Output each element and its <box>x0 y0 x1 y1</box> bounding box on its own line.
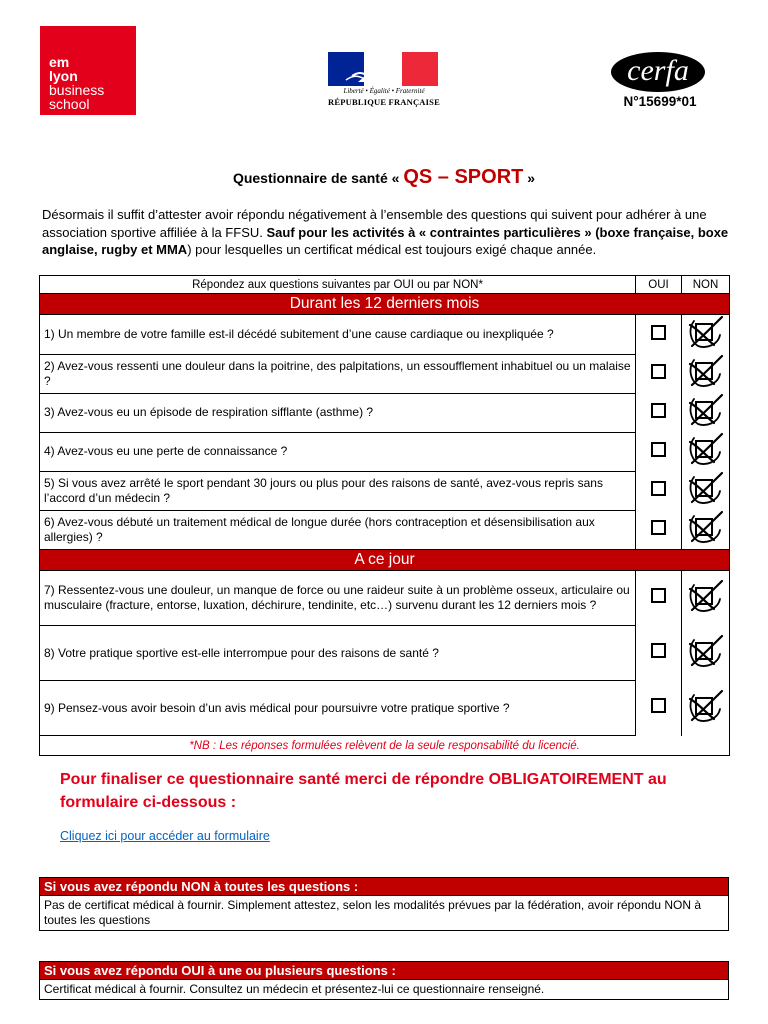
intro-text: Désormais il suffit d’attester avoir répondu négativement à l’ensemble des questions qui suivent pour adhérer à une association sportive affiliée à la FFSU. <box>42 207 707 240</box>
question-row <box>40 681 730 736</box>
box-all-no-title: Si vous avez répondu NON à toutes les questions : <box>39 877 729 896</box>
questionnaire-table <box>39 275 730 756</box>
oui-checkbox[interactable] <box>651 520 666 535</box>
checked-box-icon <box>684 579 728 613</box>
question-row <box>40 510 730 550</box>
checked-box-icon <box>684 315 728 349</box>
column-header-non: NON <box>682 276 730 294</box>
page-title <box>0 166 768 189</box>
section-title: Durant les 12 derniers mois <box>40 294 730 315</box>
section-title: A ce jour <box>40 550 730 571</box>
oui-checkbox[interactable] <box>651 442 666 457</box>
checked-box-icon <box>684 432 728 466</box>
table-note: *NB : Les réponses formulées relèvent de la seule responsabilité du licencié. <box>40 736 730 756</box>
question-text: 9) Pensez-vous avoir besoin d’un avis médical pour poursuivre votre pratique sportive ? <box>40 681 636 736</box>
question-row <box>40 315 730 355</box>
form-link[interactable]: Cliquez ici pour accéder au formulaire <box>60 829 270 843</box>
table-header-instruction: Répondez aux questions suivantes par OUI ou par NON* <box>40 276 636 294</box>
oui-checkbox[interactable] <box>651 481 666 496</box>
intro-bold-text: Sauf pour les activités à « contraintes particulières » (boxe française, boxe anglaise, rugby et MMA <box>42 224 729 257</box>
answer-non-cell[interactable] <box>682 471 730 510</box>
emlyon-logo <box>40 26 136 115</box>
intro-text-end: ) pour lesquelles un certificat médical est toujours exigé chaque année. <box>187 242 597 257</box>
answer-non-cell[interactable] <box>682 510 730 550</box>
checked-box-icon <box>684 471 728 505</box>
question-row <box>40 571 730 626</box>
answer-oui-cell <box>636 393 682 432</box>
emlyon-logo-line: em <box>49 54 70 70</box>
checked-box-icon <box>684 634 728 668</box>
answer-oui-cell <box>636 354 682 393</box>
emlyon-logo-line: school <box>49 96 90 112</box>
oui-checkbox[interactable] <box>651 364 666 379</box>
title-highlight: QS – SPORT <box>403 166 524 188</box>
answer-oui-cell <box>636 571 682 626</box>
section-header-row <box>40 294 730 315</box>
question-text: 2) Avez-vous ressenti une douleur dans la poitrine, des palpitations, un essoufflement inhabituel ou un malaise ? <box>40 354 636 393</box>
question-row <box>40 432 730 471</box>
question-text: 5) Si vous avez arrêté le sport pendant 30 jours ou plus pour des raisons de santé, avez-vous repris sans l’accord d’un médecin ? <box>40 471 636 510</box>
emlyon-logo-line: lyon <box>49 68 78 84</box>
answer-oui-cell <box>636 681 682 736</box>
oui-checkbox[interactable] <box>651 698 666 713</box>
republique-name: RÉPUBLIQUE FRANÇAISE <box>328 97 440 107</box>
emlyon-logo-line: business <box>49 82 105 98</box>
question-text: 8) Votre pratique sportive est-elle interrompue pour des raisons de santé ? <box>40 626 636 681</box>
box-some-yes <box>39 961 729 1000</box>
oui-checkbox[interactable] <box>651 403 666 418</box>
final-instruction: Pour finaliser ce questionnaire santé merci de répondre OBLIGATOIREMENT au formulaire ci-dessous : <box>60 771 667 811</box>
table-header-row <box>40 276 730 294</box>
box-some-yes-body: Certificat médical à fournir. Consultez un médecin et présentez-lui ce questionnaire renseigné. <box>39 980 729 1000</box>
question-text: 6) Avez-vous débuté un traitement médical de longue durée (hors contraception et désensibilisation aux allergies) ? <box>40 510 636 550</box>
answer-non-cell[interactable] <box>682 571 730 626</box>
answer-oui-cell <box>636 626 682 681</box>
answer-oui-cell <box>636 315 682 355</box>
question-text: 1) Un membre de votre famille est-il décédé subitement d’une cause cardiaque ou inexpliquée ? <box>40 315 636 355</box>
answer-non-cell[interactable] <box>682 626 730 681</box>
checked-box-icon <box>684 689 728 723</box>
cerfa-number: N°15699*01 <box>623 94 697 109</box>
column-header-oui: OUI <box>636 276 682 294</box>
checked-box-icon <box>684 510 728 544</box>
box-some-yes-title: Si vous avez répondu OUI à une ou plusieurs questions : <box>39 961 729 980</box>
answer-non-cell[interactable] <box>682 393 730 432</box>
box-all-no-body: Pas de certificat médical à fournir. Simplement attestez, selon les modalités prévues par la fédération, avoir répondu NON à toutes les questions <box>39 896 729 931</box>
oui-checkbox[interactable] <box>651 588 666 603</box>
section-header-row <box>40 550 730 571</box>
question-text: 3) Avez-vous eu un épisode de respiration sifflante (asthme) ? <box>40 393 636 432</box>
title-suffix: » <box>523 170 536 186</box>
question-text: 7) Ressentez-vous une douleur, un manque de force ou une raideur suite à un problème osseux, articulaire ou musculaire (fracture, entorse, luxation, déchirure, tendinite, etc…) survenu durant les 12 derniers mois ? <box>40 571 636 626</box>
republique-francaise-logo <box>326 50 442 110</box>
question-row <box>40 354 730 393</box>
answer-non-cell[interactable] <box>682 354 730 393</box>
question-row <box>40 471 730 510</box>
answer-oui-cell <box>636 510 682 550</box>
checked-box-icon <box>684 354 728 388</box>
answer-oui-cell <box>636 432 682 471</box>
table-note-row <box>40 736 730 756</box>
oui-checkbox[interactable] <box>651 325 666 340</box>
checked-box-icon <box>684 393 728 427</box>
intro-paragraph <box>42 206 742 259</box>
question-text: 4) Avez-vous eu une perte de connaissance ? <box>40 432 636 471</box>
answer-non-cell[interactable] <box>682 681 730 736</box>
box-all-no <box>39 877 729 931</box>
oui-checkbox[interactable] <box>651 643 666 658</box>
cerfa-logo: cerfa <box>611 52 705 92</box>
answer-oui-cell <box>636 471 682 510</box>
title-prefix: Questionnaire de santé « <box>232 170 404 186</box>
marianne-flag-icon <box>328 52 438 86</box>
question-row <box>40 626 730 681</box>
answer-non-cell[interactable] <box>682 432 730 471</box>
republique-motto: Liberté • Égalité • Fraternité <box>343 87 425 95</box>
answer-non-cell[interactable] <box>682 315 730 355</box>
question-row <box>40 393 730 432</box>
